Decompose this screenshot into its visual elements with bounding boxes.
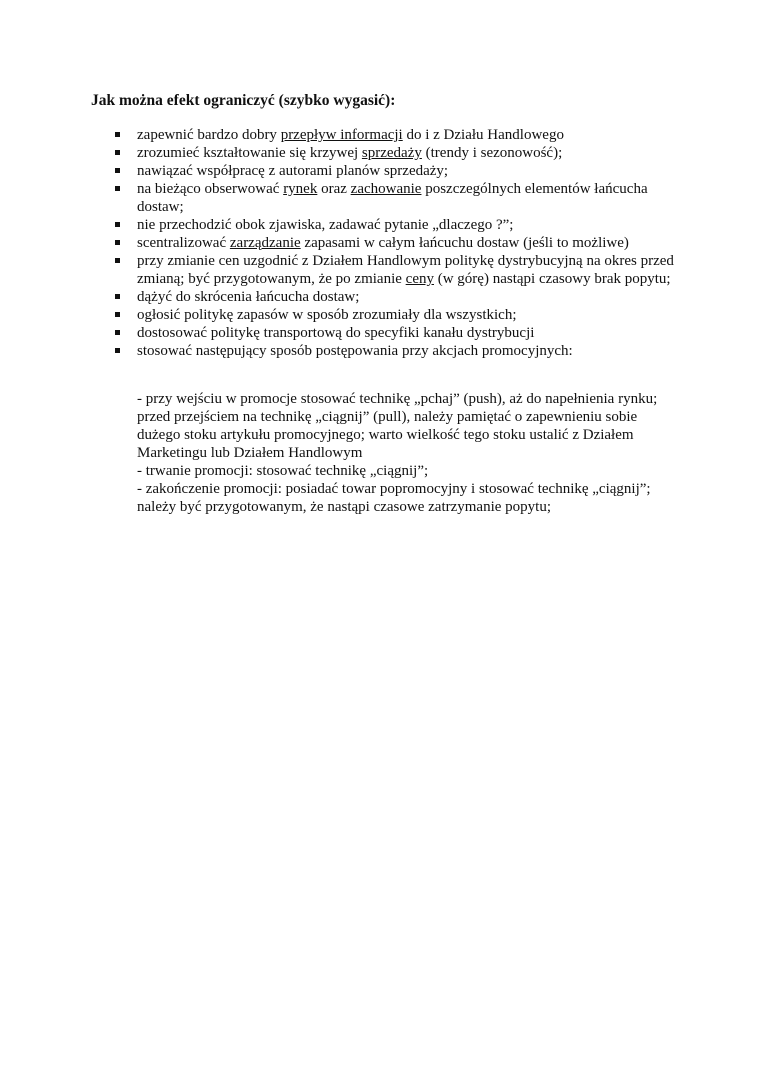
list-item-text: scentralizować	[137, 235, 230, 251]
list-item	[137, 234, 682, 252]
list-item-text: poszczególnych elementów łańcucha dostaw;	[137, 181, 648, 215]
underlined-term: zachowanie	[350, 181, 422, 197]
list-item	[137, 180, 682, 216]
promotion-step: - zakończenie promocji: posiadać towar popromocyjny i stosować technikę „ciągnij”; należy być przygotowanym, że nastąpi czasowe zatrzymanie popytu;	[137, 481, 651, 515]
square-bullet-icon	[115, 150, 120, 155]
square-bullet-icon	[115, 330, 120, 335]
list-item-text: dostosować politykę transportową do specyfiki kanału dystrybucji	[137, 325, 535, 341]
list-item-text: ogłosić politykę zapasów w sposób zrozumiały dla wszystkich;	[137, 307, 517, 323]
square-bullet-icon	[115, 312, 120, 317]
list-item	[137, 288, 682, 306]
list-item-text: do i z Działu Handlowego	[402, 127, 564, 143]
list-item-text: dążyć do skrócenia łańcucha dostaw;	[137, 289, 360, 305]
square-bullet-icon	[115, 258, 120, 263]
list-item-text: zapasami w całym łańcuchu dostaw (jeśli to możliwe)	[300, 235, 629, 251]
square-bullet-icon	[115, 222, 120, 227]
square-bullet-icon	[115, 294, 120, 299]
square-bullet-icon	[115, 186, 120, 191]
list-item	[137, 342, 682, 360]
underlined-term: rynek	[283, 181, 318, 197]
square-bullet-icon	[115, 132, 120, 137]
list-item-text: (trendy i sezonowość);	[421, 145, 563, 161]
square-bullet-icon	[115, 168, 120, 173]
list-item	[137, 216, 682, 234]
list-item-text: na bieżąco obserwować	[137, 181, 284, 197]
underlined-term: przepływ informacji	[280, 127, 403, 143]
section-heading: Jak można efekt ograniczyć (szybko wygasić):	[91, 92, 396, 109]
list-item	[137, 252, 682, 288]
list-item	[137, 306, 682, 324]
list-item-text: stosować następujący sposób postępowania przy akcjach promocyjnych:	[137, 343, 573, 359]
list-item-text: oraz	[317, 181, 351, 197]
promotion-step: - przy wejściu w promocje stosować technikę „pchaj” (push), aż do napełnienia rynku; przed przejściem na technikę „ciągnij” (pull), należy pamiętać o zapewnieniu sobie dużego stoku artykułu promocyjnego; warto wielkość tego stoku ustalić z Działem Marketingu lub Działem Handlowym	[137, 391, 658, 461]
list-item-text: przy zmianie cen uzgodnić z Działem Handlowym politykę dystrybucyjną na okres przed zmianą; być przygotowanym, że po zmianie	[137, 253, 674, 287]
list-item-text: (w górę) nastąpi czasowy brak popytu;	[433, 271, 671, 287]
list-item-text: zapewnić bardzo dobry	[137, 127, 281, 143]
underlined-term: zarządzanie	[229, 235, 301, 251]
bullet-list	[137, 126, 682, 360]
square-bullet-icon	[115, 348, 120, 353]
promotion-procedure	[137, 390, 682, 516]
list-item	[137, 162, 682, 180]
promotion-step: - trwanie promocji: stosować technikę „ciągnij”;	[137, 463, 429, 479]
list-item-text: nie przechodzić obok zjawiska, zadawać pytanie „dlaczego ?”;	[137, 217, 514, 233]
square-bullet-icon	[115, 240, 120, 245]
list-item	[137, 126, 682, 144]
list-item-text: zrozumieć kształtowanie się krzywej	[137, 145, 362, 161]
list-item-text: nawiązać współpracę z autorami planów sprzedaży;	[137, 163, 449, 179]
underlined-term: ceny	[405, 271, 434, 287]
list-item	[137, 324, 682, 342]
underlined-term: sprzedaży	[361, 145, 422, 161]
list-item	[137, 144, 682, 162]
